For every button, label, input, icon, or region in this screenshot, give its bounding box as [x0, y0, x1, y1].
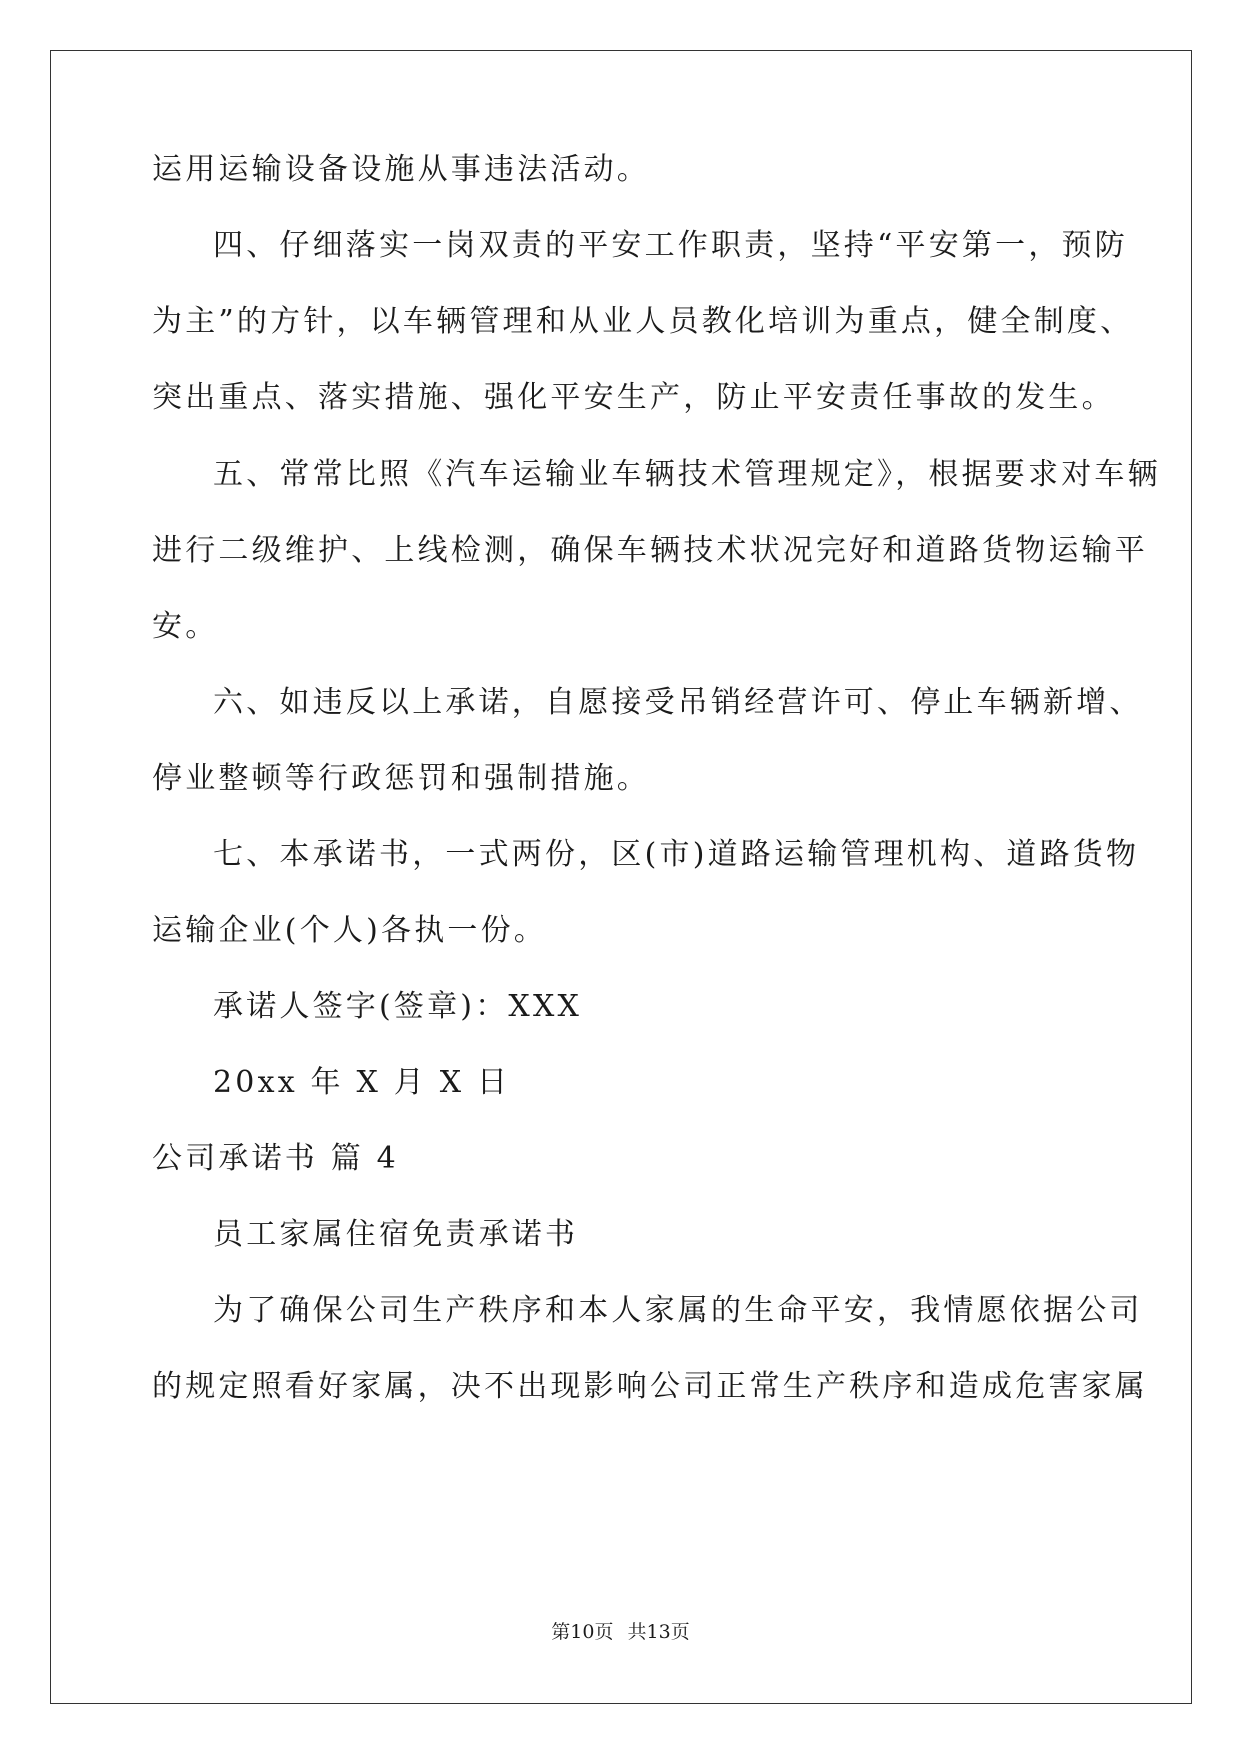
- text-line: 七、本承诺书，一式两份，区(市)道路运输管理机构、道路货物: [213, 837, 1140, 872]
- text-line: 五、常常比照《汽车运输业车辆技术管理规定》，根据要求对车辆: [213, 457, 1161, 492]
- signature-line: 承诺人签字(签章)：XXX: [213, 989, 583, 1024]
- text-line: 为了确保公司生产秩序和本人家属的生命平安，我情愿依据公司: [213, 1293, 1143, 1328]
- page-footer: [0, 1620, 1241, 1644]
- text-line: 六、如违反以上承诺，自愿接受吊销经营许可、停止车辆新增、: [213, 685, 1143, 720]
- text-line: 进行二级维护、上线检测，确保车辆技术状况完好和道路货物运输平: [152, 533, 1148, 568]
- date-line: 20xx 年 X 月 X 日: [213, 1065, 511, 1100]
- page-total: 共13页: [627, 1621, 690, 1643]
- text-line: 的规定照看好家属，决不出现影响公司正常生产秩序和造成危害家属: [152, 1369, 1148, 1404]
- document-title: 员工家属住宿免责承诺书: [213, 1217, 579, 1252]
- text-line: 四、仔细落实一岗双责的平安工作职责，坚持“平安第一，预防: [213, 228, 1128, 263]
- text-line: 为主”的方针，以车辆管理和从业人员教化培训为重点，健全制度、: [152, 304, 1134, 339]
- page-border: [50, 50, 1192, 1704]
- text-line: 运输企业(个人)各执一份。: [152, 913, 548, 948]
- text-line: 突出重点、落实措施、强化平安生产，防止平安责任事故的发生。: [152, 380, 1115, 415]
- text-line: 安。: [152, 609, 219, 644]
- section-heading: 公司承诺书 篇 4: [152, 1141, 399, 1176]
- text-line: 停业整顿等行政惩罚和强制措施。: [152, 761, 650, 796]
- page-number: 第10页: [551, 1621, 614, 1643]
- text-line: 运用运输设备设施从事违法活动。: [152, 152, 650, 187]
